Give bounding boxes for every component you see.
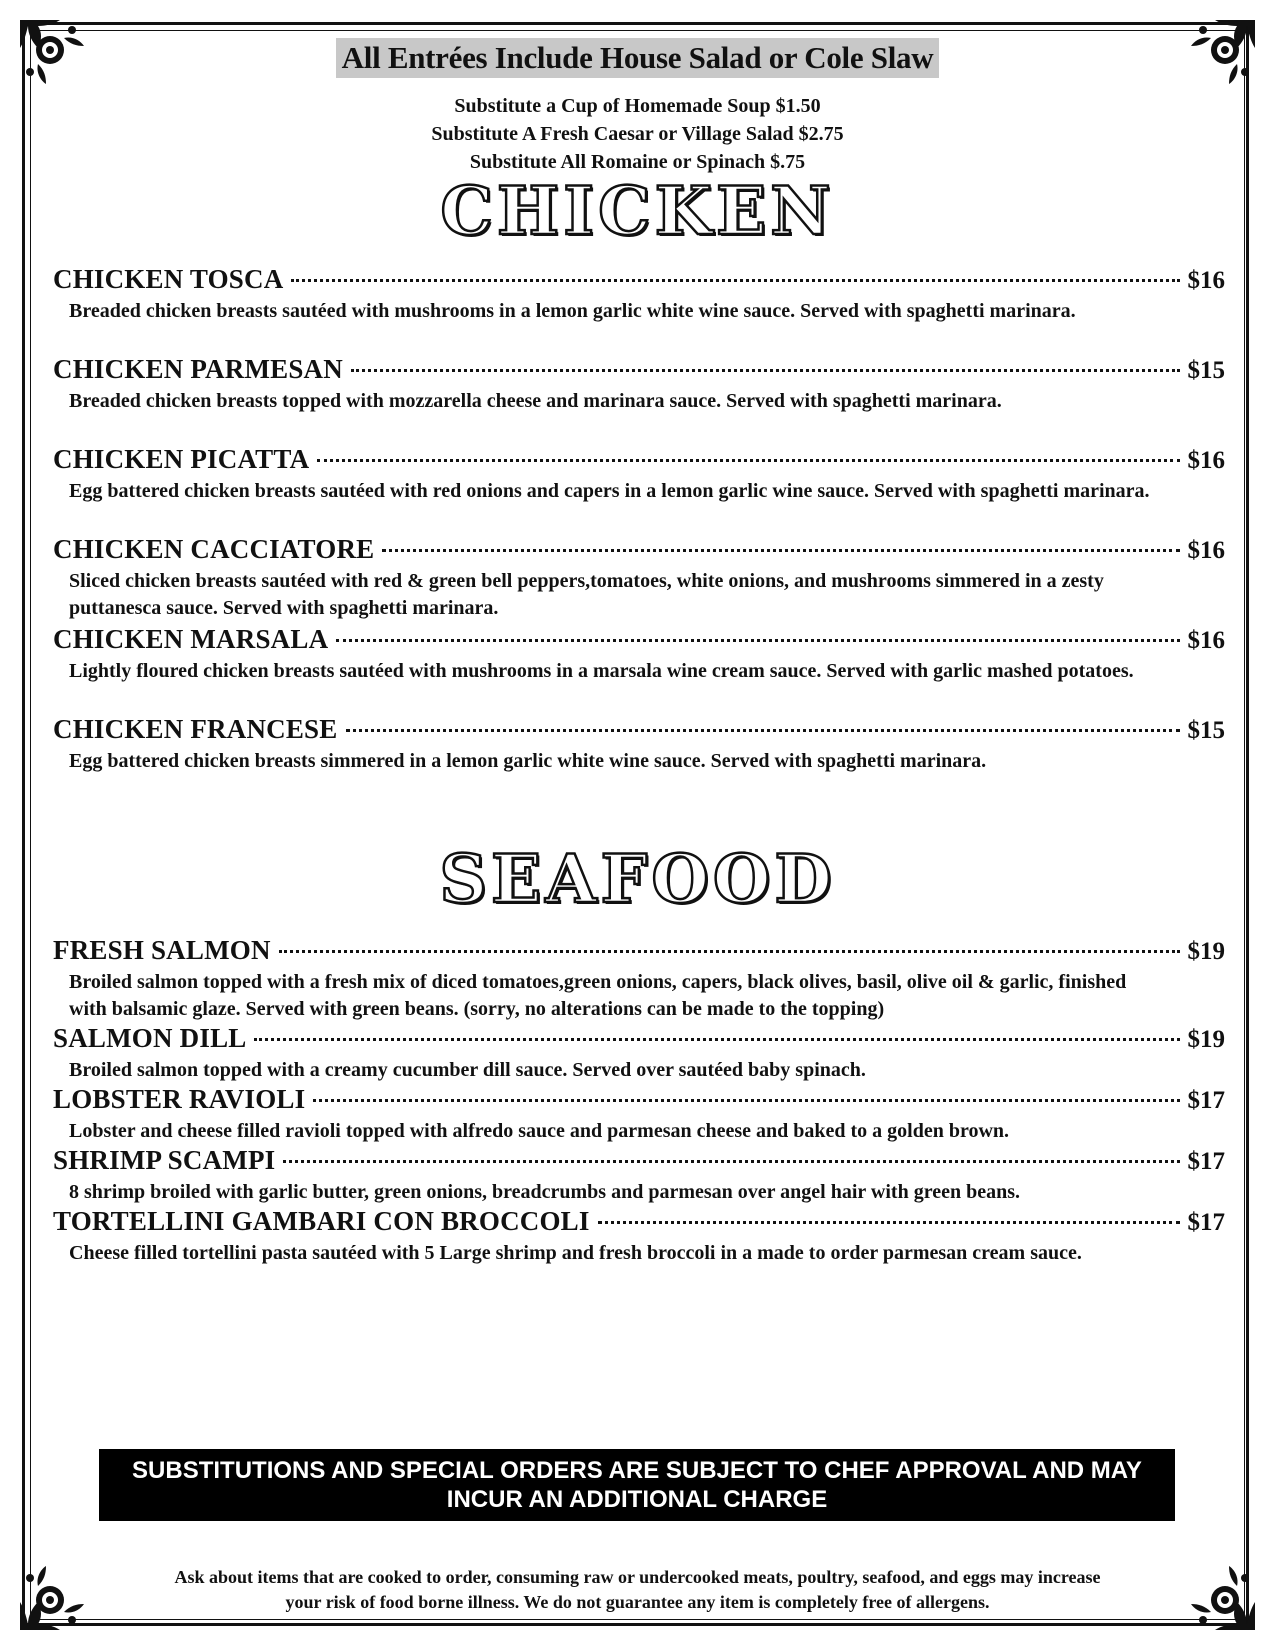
item-name: CHICKEN FRANCESE <box>53 714 338 744</box>
dot-leader <box>336 639 1179 642</box>
dot-leader <box>291 279 1179 282</box>
item-name: SHRIMP SCAMPI <box>53 1145 276 1175</box>
allergen-disclaimer <box>0 1565 1275 1615</box>
item-price: $17 <box>1187 1209 1225 1236</box>
item-name: CHICKEN TOSCA <box>53 264 284 294</box>
seafood-items <box>53 935 1225 1267</box>
item-price: $17 <box>1187 1087 1225 1114</box>
menu-item <box>53 264 1225 354</box>
item-name: CHICKEN MARSALA <box>53 624 329 654</box>
menu-item <box>53 534 1225 624</box>
item-price: $16 <box>1187 447 1225 474</box>
item-description: Broiled salmon topped with a creamy cucumber dill sauce. Served over sautéed baby spinach. <box>69 1059 866 1081</box>
menu-item <box>53 935 1225 1023</box>
item-description: Cheese filled tortellini pasta sautéed with 5 Large shrimp and fresh broccoli in a made to order parmesan cream sauce. <box>69 1242 1082 1264</box>
dot-leader <box>279 950 1180 953</box>
item-price: $19 <box>1187 1026 1225 1053</box>
item-description: Egg battered chicken breasts sautéed with red onions and capers in a lemon garlic wine sauce. Served with spaghetti marinara. <box>69 480 1150 502</box>
item-description: Lightly floured chicken breasts sautéed with mushrooms in a marsala wine cream sauce. Served with garlic mashed potatoes. <box>69 660 1134 682</box>
dot-leader <box>351 369 1180 372</box>
item-name: CHICKEN PARMESAN <box>53 354 343 384</box>
item-description: 8 shrimp broiled with garlic butter, green onions, breadcrumbs and parmesan over angel hair with green beans. <box>69 1181 1020 1203</box>
item-description: Breaded chicken breasts topped with mozzarella cheese and marinara sauce. Served with spaghetti marinara. <box>69 390 1002 412</box>
section-title-seafood: SEAFOOD <box>439 840 836 918</box>
item-price: $15 <box>1187 357 1225 384</box>
section-title-chicken: CHICKEN <box>440 172 835 250</box>
item-name: SALMON DILL <box>53 1023 247 1053</box>
menu-item <box>53 444 1225 534</box>
dot-leader <box>317 459 1179 462</box>
item-name: TORTELLINI GAMBARI CON BROCCOLI <box>53 1206 590 1236</box>
disclaimer-line: Ask about items that are cooked to order, consuming raw or undercooked meats, poultry, seafood, and eggs may increase <box>174 1567 1101 1587</box>
item-name: FRESH SALMON <box>53 935 271 965</box>
substitutions-list <box>0 92 1275 176</box>
dot-leader <box>254 1038 1179 1041</box>
item-price: $19 <box>1187 938 1225 965</box>
dot-leader <box>313 1099 1179 1102</box>
item-price: $16 <box>1187 537 1225 564</box>
item-price: $15 <box>1187 717 1225 744</box>
menu-item <box>53 714 1225 804</box>
item-description: Lobster and cheese filled ravioli topped with alfredo sauce and parmesan cheese and baked to a golden brown. <box>69 1120 1010 1142</box>
substitution-notice: SUBSTITUTIONS AND SPECIAL ORDERS ARE SUBJECT TO CHEF APPROVAL AND MAY INCUR AN ADDITIONAL CHARGE <box>99 1449 1175 1521</box>
item-description: Broiled salmon topped with a fresh mix of diced tomatoes,green onions, capers, black olives, basil, olive oil & garlic, finished with balsamic glaze. Served with green beans. (sorry, no alterations can be made to the topping) <box>69 971 1127 1020</box>
dot-leader <box>598 1221 1180 1224</box>
menu-item <box>53 1023 1225 1084</box>
menu-item <box>53 354 1225 444</box>
dot-leader <box>283 1160 1179 1163</box>
menu-item <box>53 1145 1225 1206</box>
item-price: $17 <box>1187 1148 1225 1175</box>
chicken-items <box>53 264 1225 804</box>
item-name: LOBSTER RAVIOLI <box>53 1084 306 1114</box>
item-price: $16 <box>1187 627 1225 654</box>
item-description: Sliced chicken breasts sautéed with red & green bell peppers,tomatoes, white onions, and mushrooms simmered in a zesty puttanesca sauce. Served with spaghetti marinara. <box>69 570 1104 619</box>
entree-banner-wrap <box>0 38 1275 78</box>
substitution-line: Substitute a Cup of Homemade Soup $1.50 <box>454 95 821 117</box>
menu-item <box>53 1206 1225 1267</box>
dot-leader <box>346 729 1180 732</box>
item-description: Breaded chicken breasts sautéed with mushrooms in a lemon garlic white wine sauce. Served with spaghetti marinara. <box>69 300 1076 322</box>
item-description: Egg battered chicken breasts simmered in a lemon garlic white wine sauce. Served with spaghetti marinara. <box>69 750 987 772</box>
disclaimer-line: your risk of food borne illness. We do not guarantee any item is completely free of allergens. <box>285 1592 990 1612</box>
entree-banner: All Entrées Include House Salad or Cole Slaw <box>336 38 940 78</box>
item-name: CHICKEN CACCIATORE <box>53 534 375 564</box>
menu-item <box>53 1084 1225 1145</box>
item-price: $16 <box>1187 267 1225 294</box>
substitution-line: Substitute A Fresh Caesar or Village Salad $2.75 <box>431 123 844 145</box>
menu-item <box>53 624 1225 714</box>
dot-leader <box>382 549 1179 552</box>
item-name: CHICKEN PICATTA <box>53 444 310 474</box>
substitution-line: Substitute All Romaine or Spinach $.75 <box>469 151 806 173</box>
